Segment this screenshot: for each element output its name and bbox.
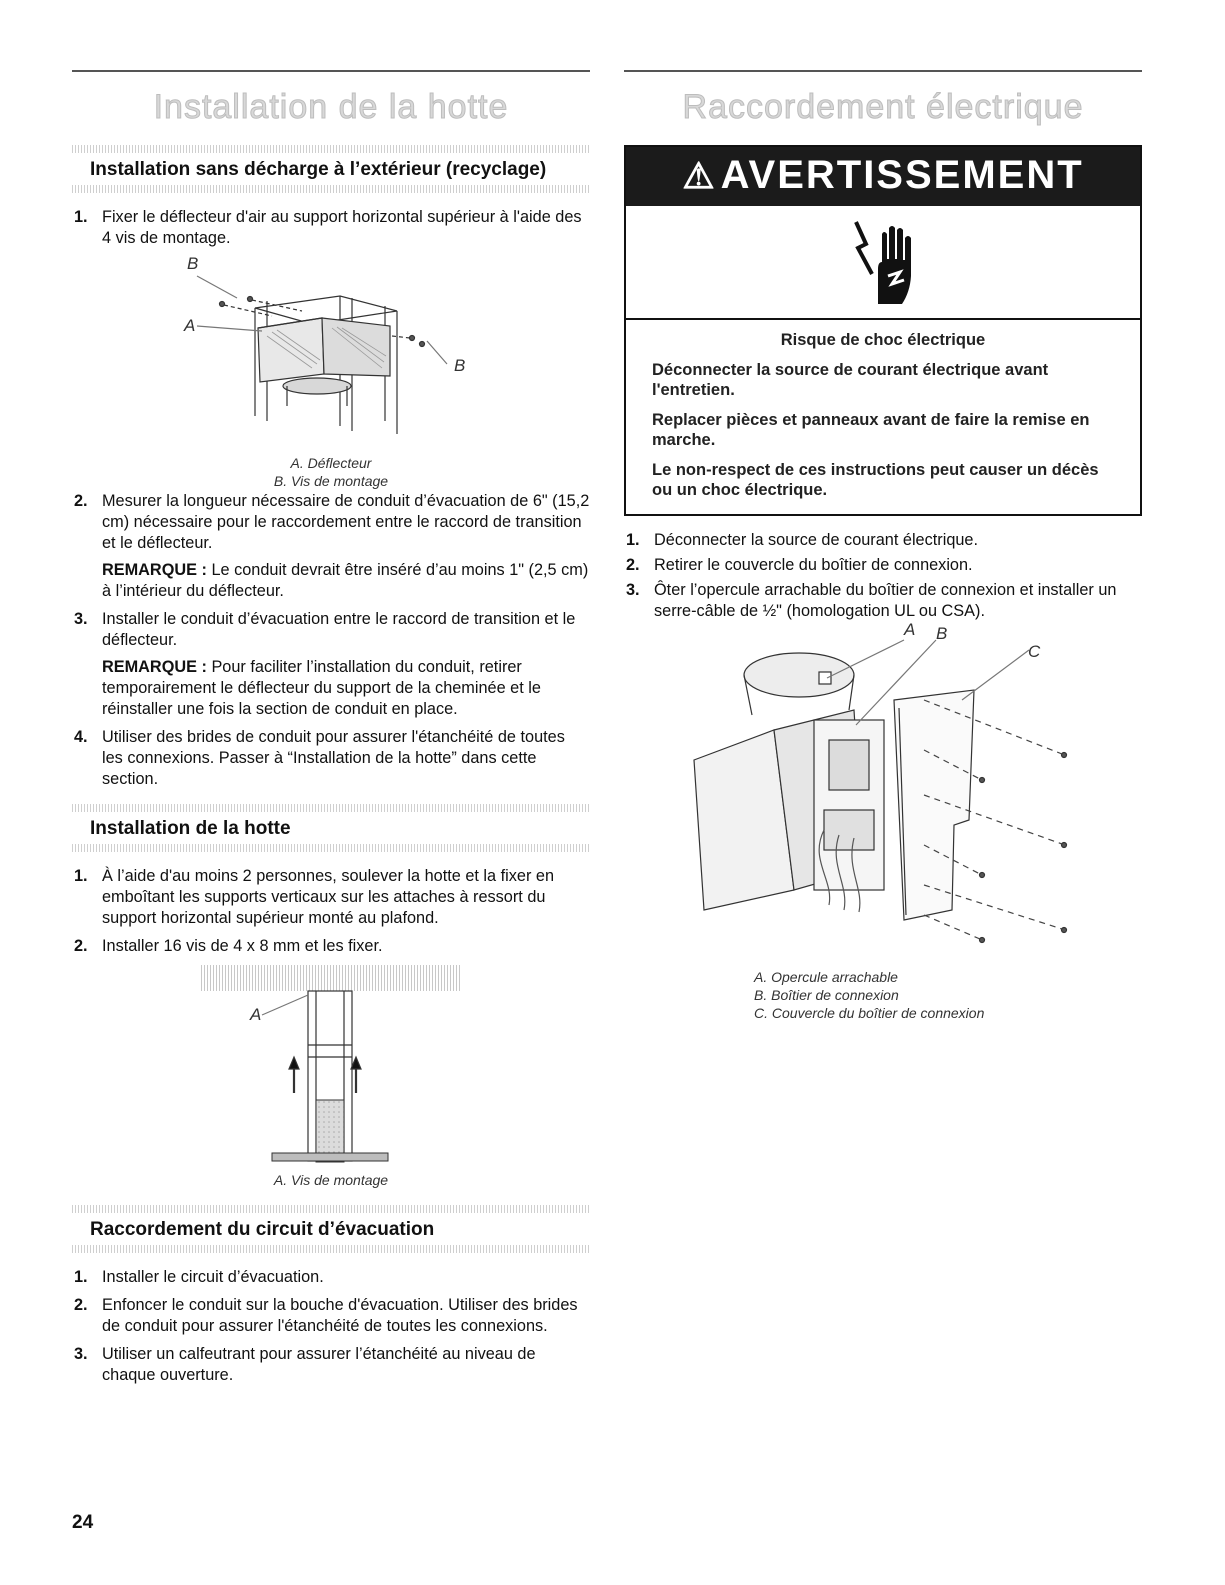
caption-line-b: B. Boîtier de connexion xyxy=(754,987,899,1003)
callout-c: C xyxy=(1028,642,1041,661)
step-number: 1. xyxy=(74,1268,88,1286)
subsection-title: Installation sans décharge à l’extérieur (recyclage) xyxy=(90,159,547,180)
figure-caption xyxy=(72,454,590,490)
step-item xyxy=(72,936,590,957)
hood-mount-figure xyxy=(72,965,590,1197)
top-rule xyxy=(72,70,590,72)
left-column xyxy=(72,70,590,1393)
step-number: 1. xyxy=(74,208,88,226)
step-text: Fixer le déflecteur d'air au support horizontal supérieur à l'aide des 4 vis de montage. xyxy=(102,208,582,247)
step-text: À l’aide d'au moins 2 personnes, soulever la hotte et la fixer en emboîtant les supports verticaux sur les attaches à ressort du support horizontal supérieur monté au plafond. xyxy=(102,867,555,927)
step-note xyxy=(102,560,590,602)
step-number: 3. xyxy=(626,581,640,599)
step-item xyxy=(72,866,590,929)
step-number: 2. xyxy=(74,937,88,955)
warning-box xyxy=(624,145,1142,516)
recycle-steps xyxy=(72,207,590,249)
warning-line: Déconnecter la source de courant électrique avant l'entretien. xyxy=(652,361,1049,399)
caption-line-c: C. Couvercle du boîtier de connexion xyxy=(754,1005,985,1021)
note-label: REMARQUE : xyxy=(102,658,207,676)
callout-a: A xyxy=(184,316,196,335)
section-title: Installation de la hotte xyxy=(153,88,509,126)
note-label: REMARQUE : xyxy=(102,561,207,579)
caption-line-a: A. Déflecteur xyxy=(290,455,372,471)
step-text: Utiliser des brides de conduit pour assurer l'étanchéité de toutes les connexions. Passer à “Installation de la hotte” dans cette section. xyxy=(102,728,565,788)
step-item xyxy=(624,530,1142,551)
step-number: 4. xyxy=(74,728,88,746)
top-rule xyxy=(624,70,1142,72)
warning-header xyxy=(626,147,1140,206)
junction-box-figure xyxy=(624,620,1142,1050)
warning-body xyxy=(626,320,1140,514)
subsection-heading-hood xyxy=(72,804,590,852)
caption-line-a: A. Opercule arrachable xyxy=(754,969,898,985)
deflector-figure xyxy=(72,256,590,491)
step-text: Installer le circuit d’évacuation. xyxy=(102,1268,324,1286)
hatch-divider xyxy=(72,1205,590,1213)
callout-b-right: B xyxy=(454,356,466,375)
step-number: 2. xyxy=(74,1296,88,1314)
note-text: Pour faciliter l’installation du conduit, retirer temporairement le déflecteur du support de la cheminée et le réinstaller une fois la section de conduit en place. xyxy=(102,658,541,718)
warning-line: Le non-respect de ces instructions peut causer un décès ou un choc électrique. xyxy=(652,461,1099,499)
note-text: Le conduit devrait être inséré d’au moins 1" (2,5 cm) à l’intérieur du déflecteur. xyxy=(102,561,589,600)
deflector-illustration xyxy=(72,256,590,446)
warning-triangle-icon: ⚠ xyxy=(682,155,717,196)
electrical-steps xyxy=(624,530,1142,622)
step-item xyxy=(72,609,590,720)
step-item xyxy=(72,1344,590,1386)
subsection-heading-exhaust xyxy=(72,1205,590,1253)
step-text: Déconnecter la source de courant électrique. xyxy=(654,531,979,549)
hatch-divider xyxy=(72,844,590,852)
step-item xyxy=(72,1295,590,1337)
step-number: 3. xyxy=(74,1345,88,1363)
step-item xyxy=(72,1267,590,1288)
callout-a: A xyxy=(250,1005,262,1024)
step-number: 2. xyxy=(74,492,88,510)
electric-shock-hand-icon xyxy=(848,214,928,314)
hatch-divider xyxy=(72,1245,590,1253)
step-item xyxy=(72,727,590,790)
caption-line-b: B. Vis de montage xyxy=(273,473,389,489)
warning-header-text: AVERTISSEMENT xyxy=(720,153,1084,197)
warning-title: Risque de choc électrique xyxy=(780,331,986,349)
exhaust-steps xyxy=(72,1267,590,1386)
step-text: Enfoncer le conduit sur la bouche d'évacuation. Utiliser des brides de conduit pour assurer l'étanchéité de toutes les connexions. xyxy=(102,1296,578,1335)
hatch-divider xyxy=(72,804,590,812)
step-text: Installer 16 vis de 4 x 8 mm et les fixer. xyxy=(102,937,383,955)
section-title: Raccordement électrique xyxy=(682,88,1084,126)
step-text: Retirer le couvercle du boîtier de connexion. xyxy=(654,556,973,574)
step-text: Utiliser un calfeutrant pour assurer l’étanchéité au niveau de chaque ouverture. xyxy=(102,1345,536,1384)
figure-caption: A. Vis de montage xyxy=(273,1172,389,1188)
step-note xyxy=(102,657,590,720)
subsection-title: Raccordement du circuit d’évacuation xyxy=(90,1219,435,1240)
hood-steps xyxy=(72,866,590,957)
step-text: Mesurer la longueur nécessaire de conduit d’évacuation de 6" (15,2 cm) nécessaire pour le raccordement entre le raccord de transition et le déflecteur. xyxy=(102,492,590,552)
subsection-heading-recycle xyxy=(72,145,590,193)
right-column xyxy=(624,70,1142,1050)
callout-a: A xyxy=(904,620,916,639)
subsection-title: Installation de la hotte xyxy=(90,818,291,839)
step-item xyxy=(72,207,590,249)
hatch-divider xyxy=(72,145,590,153)
junction-box-illustration xyxy=(624,630,1142,960)
step-number: 1. xyxy=(626,531,640,549)
hood-mount-illustration xyxy=(72,965,590,1165)
callout-b: B xyxy=(936,624,948,643)
step-number: 2. xyxy=(626,556,640,574)
step-item xyxy=(72,491,590,602)
callout-b-top: B xyxy=(187,254,199,273)
step-number: 1. xyxy=(74,867,88,885)
step-item xyxy=(624,555,1142,576)
step-text: Installer le conduit d’évacuation entre le raccord de transition et le déflecteur. xyxy=(102,610,576,649)
step-number: 3. xyxy=(74,610,88,628)
hatch-divider xyxy=(72,185,590,193)
warning-line: Replacer pièces et panneaux avant de faire la remise en marche. xyxy=(652,411,1090,449)
figure-caption xyxy=(754,968,984,1022)
step-text: Ôter l’opercule arrachable du boîtier de connexion et installer un serre-câble de ½" (homologation UL ou CSA). xyxy=(654,581,1117,620)
page-number: 24 xyxy=(72,1512,94,1533)
step-item xyxy=(624,580,1142,622)
warning-icon-area xyxy=(626,206,1140,320)
recycle-steps-cont xyxy=(72,491,590,790)
